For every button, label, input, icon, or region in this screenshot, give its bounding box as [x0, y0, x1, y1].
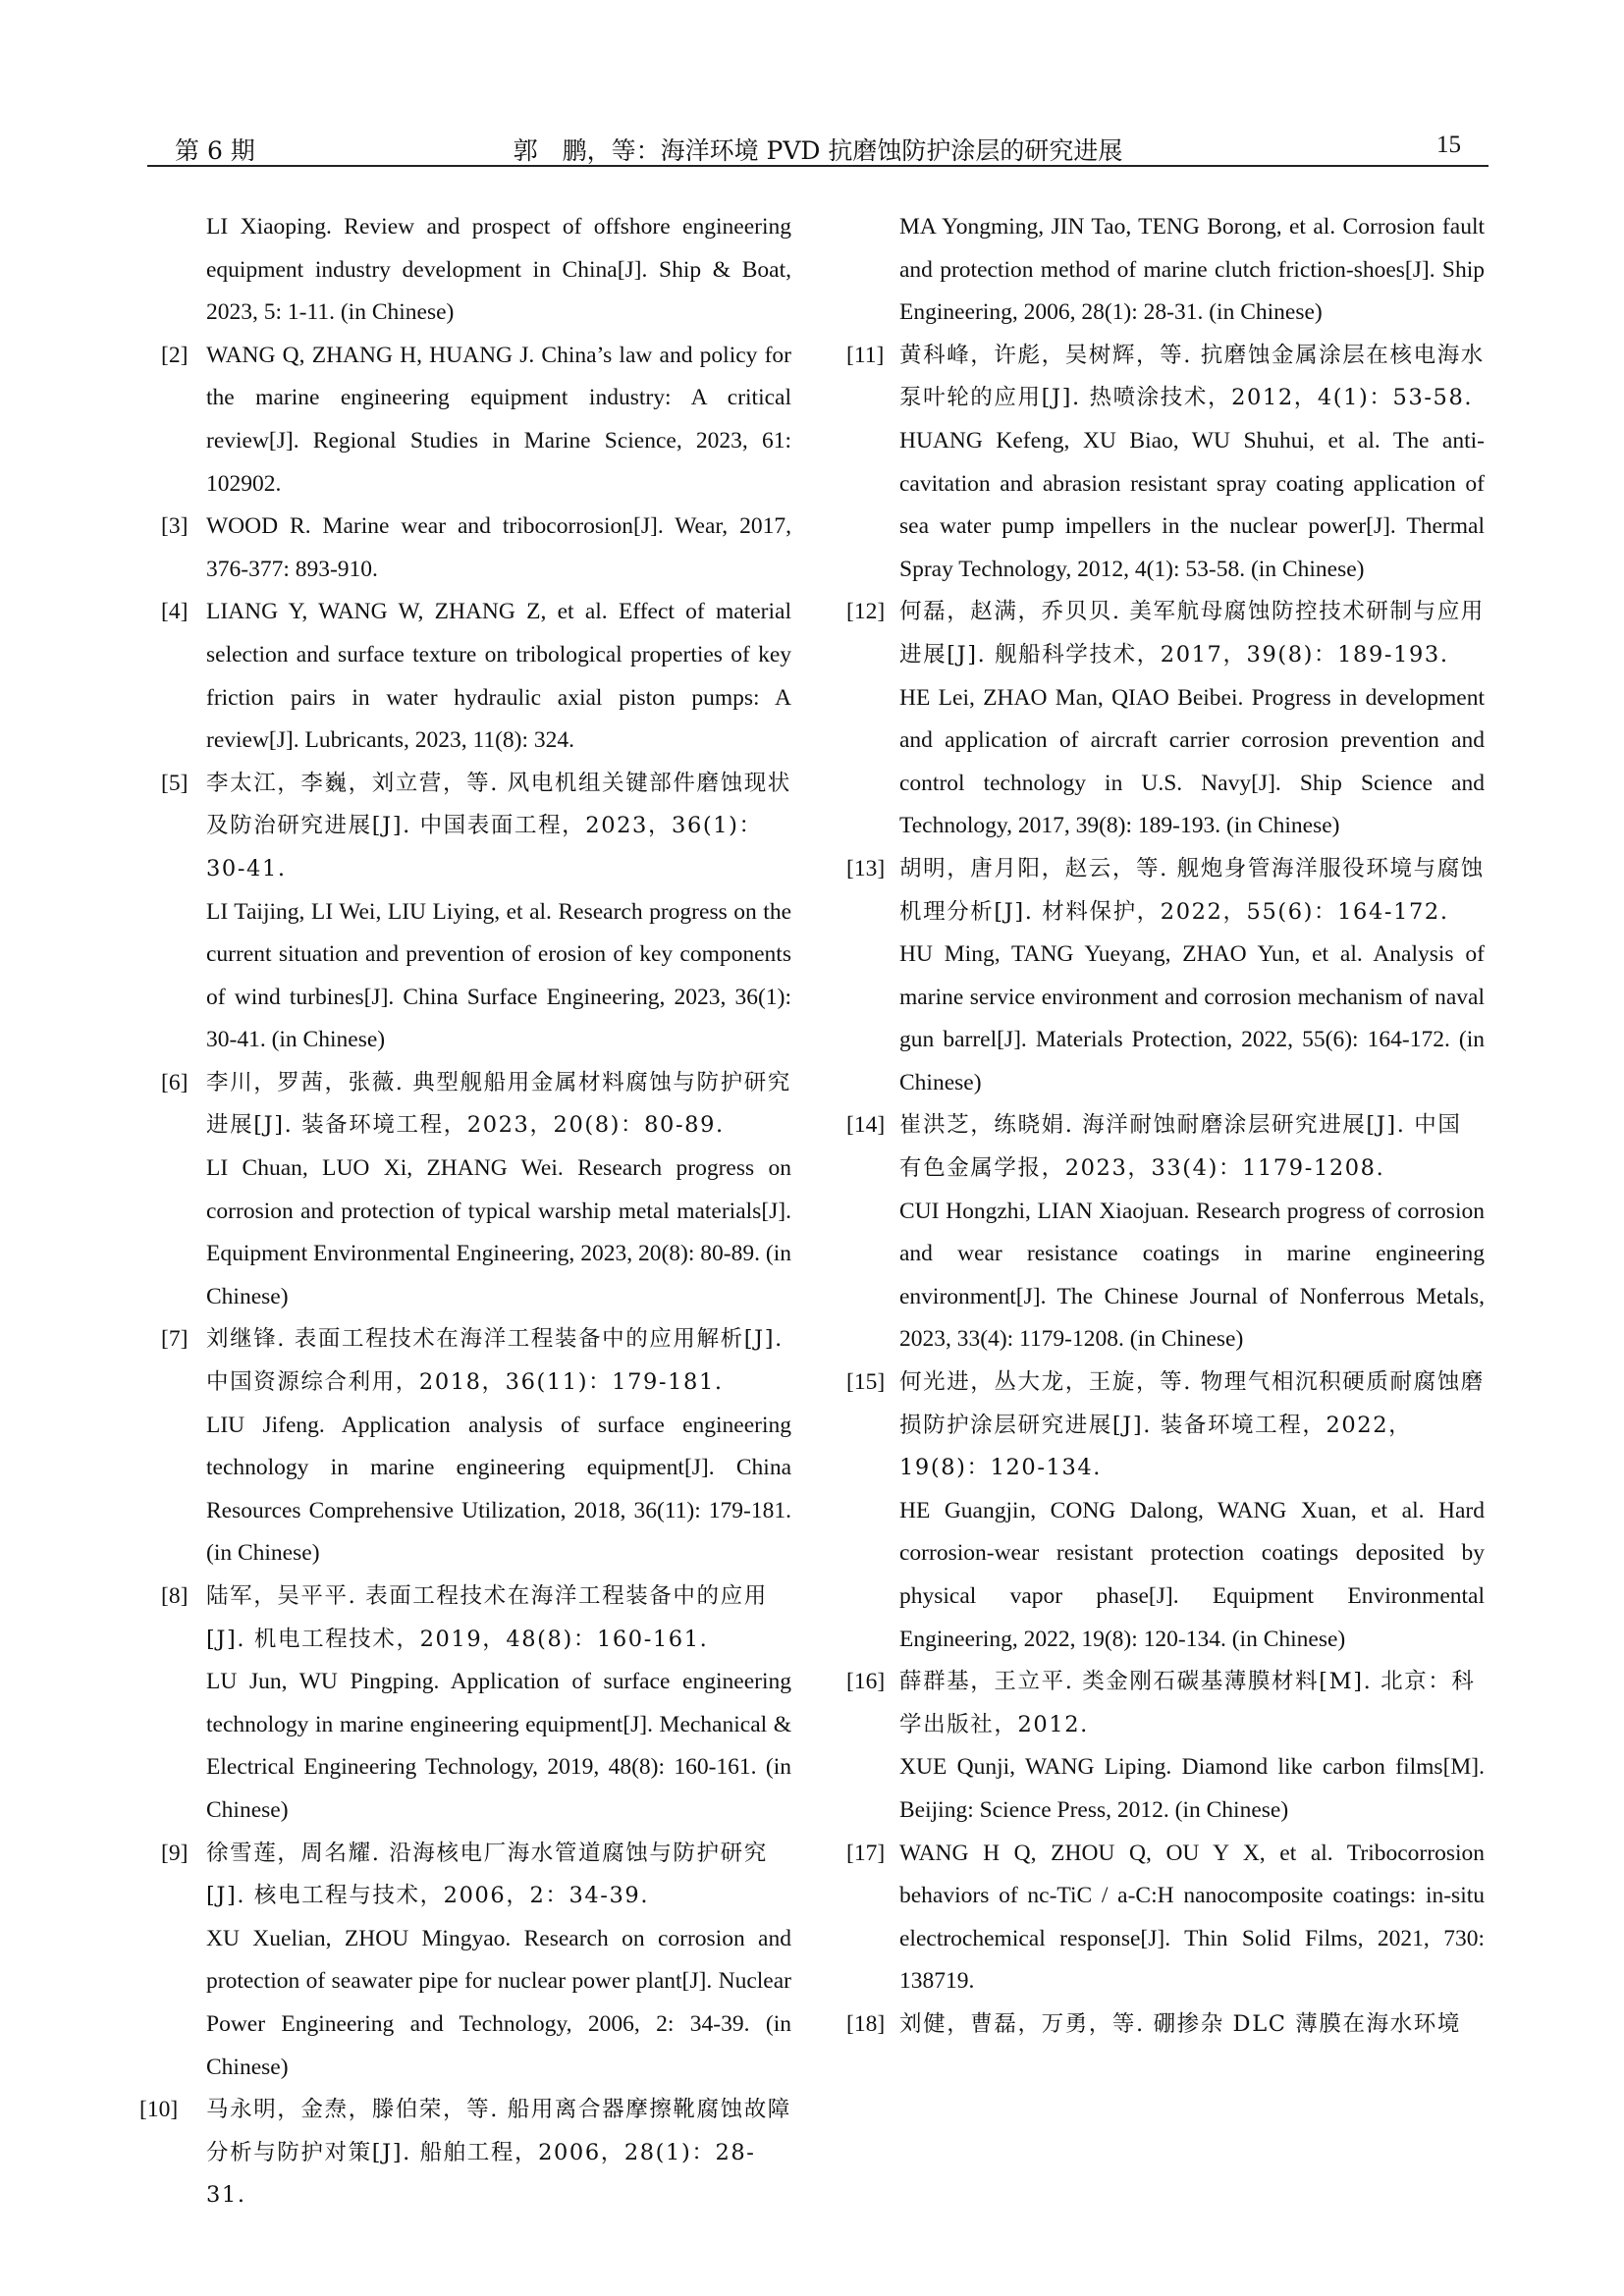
reference-item [147, 506, 791, 591]
reference-item [147, 1575, 791, 1833]
reference-number: [2] [161, 342, 189, 368]
right-column [840, 206, 1485, 2047]
reference-item [840, 1661, 1485, 1832]
reference-number: [10] [139, 2097, 179, 2123]
reference-item [840, 848, 1485, 1105]
reference-text-chinese: 崔洪芝，练晓娟. 海洋耐蚀耐磨涂层研究进展[J]. 中国有色金属学报，2023，33(4)：1179-1208. [899, 1112, 1462, 1182]
reference-text-chinese: 薛群基，王立平. 类金刚石碳基薄膜材料[M]. 北京：科学出版社，2012. [899, 1669, 1476, 1737]
header-rule [147, 165, 1489, 167]
reference-text-english: LIANG Y, WANG W, ZHANG Z, et al. Effect of material selection and surface texture on tribological properties of key friction pairs in water hydraulic axial piston pumps: A review[J]. Lubricants, 2023, 11(8): 324. [206, 599, 791, 754]
running-title: 郭 鹏，等：海洋环境 PVD 抗磨蚀防护涂层的研究进展 [513, 136, 1123, 165]
reference-number: [14] [846, 1112, 886, 1139]
reference-text-chinese: 何光进，丛大龙，王旋，等. 物理气相沉积硬质耐腐蚀磨损防护涂层研究进展[J]. 装备环境工程，2022，19(8)：120-134. [899, 1369, 1485, 1481]
reference-number: [5] [161, 770, 189, 796]
reference-number: [6] [161, 1069, 189, 1095]
reference-item [139, 2089, 791, 2217]
issue-label: 第 6 期 [175, 136, 255, 165]
reference-text-chinese: 刘健，曹磊，万勇，等. 硼掺杂 DLC 薄膜在海水环境 [899, 2010, 1462, 2037]
reference-text-chinese: 刘继锋. 表面工程技术在海洋工程装备中的应用解析[J]. 中国资源综合利用，2018，36(11)：179-181. [206, 1326, 784, 1396]
reference-text-chinese: 陆军，吴平平. 表面工程技术在海洋工程装备中的应用[J]. 机电工程技术，2019，48(8)：160-161. [206, 1583, 768, 1652]
reference-number: [13] [846, 855, 886, 881]
reference-number: [18] [846, 2010, 886, 2037]
reference-item [147, 1062, 791, 1319]
reference-item [147, 1318, 791, 1575]
reference-text-english: WOOD R. Marine wear and tribocorrosion[J]. Wear, 2017, 376-377: 893-910. [206, 513, 791, 582]
reference-number: [16] [846, 1669, 886, 1695]
reference-number: [15] [846, 1369, 886, 1396]
reference-item [840, 335, 1485, 592]
reference-text-english: LI Chuan, LUO Xi, ZHANG Wei. Research progress on corrosion and protection of typical warship metal materials[J]. Equipment Environmental Engineering, 2023, 20(8): 80-89. (in Chinese) [206, 1155, 791, 1309]
reference-text-english: LU Jun, WU Pingping. Application of surface engineering technology in marine engineering equipment[J]. Mechanical & Electrical Engineering Technology, 2019, 48(8): 160-161. (in Chinese) [206, 1669, 791, 1823]
reference-text-english: HU Ming, TANG Yueyang, ZHAO Yun, et al. Analysis of marine service environment and corrosion mechanism of naval gun barrel[J]. Materials Protection, 2022, 55(6): 164-172. (in Chinese) [899, 941, 1485, 1095]
reference-text-chinese: 何磊，赵满，乔贝贝. 美军航母腐蚀防控技术研制与应用进展[J]. 舰船科学技术，2017，39(8)：189-193. [899, 599, 1485, 667]
reference-text-chinese: 黄科峰，许彪，吴树辉，等. 抗磨蚀金属涂层在核电海水泵叶轮的应用[J]. 热喷涂技术，2012，4(1)：53-58. [899, 342, 1485, 411]
reference-item [840, 591, 1485, 848]
reference-text-chinese: 徐雪莲，周名耀. 沿海核电厂海水管道腐蚀与防护研究[J]. 核电工程与技术，2006，2：34-39. [206, 1840, 768, 1909]
reference-item [840, 1833, 1485, 2003]
reference-item [147, 1833, 791, 2090]
reference-item [147, 206, 791, 335]
reference-text-english: MA Yongming, JIN Tao, TENG Borong, et al. Corrosion fault and protection method of marine clutch friction-shoes[J]. Ship Engineering, 2006, 28(1): 28-31. (in Chinese) [899, 214, 1485, 326]
page-number: 15 [1436, 132, 1461, 158]
reference-item [840, 206, 1485, 335]
left-column [139, 206, 791, 2217]
reference-number: [9] [161, 1840, 189, 1866]
reference-number: [12] [846, 599, 886, 625]
reference-text-english: WANG Q, ZHANG H, HUANG J. China’s law and policy for the marine engineering equipment industry: A critical review[J]. Regional Studies in Marine Science, 2023, 61: 102902. [206, 342, 791, 497]
reference-text-english: LIU Jifeng. Application analysis of surface engineering technology in marine engineering equipment[J]. China Resources Comprehensive Utilization, 2018, 36(11): 179-181. (in Chinese) [206, 1412, 791, 1567]
reference-text-english: XU Xuelian, ZHOU Mingyao. Research on corrosion and protection of seawater pipe for nuclear power plant[J]. Nuclear Power Engineering and Technology, 2006, 2: 34-39. (in Chinese) [206, 1925, 791, 2080]
reference-number: [17] [846, 1840, 886, 1866]
reference-text-chinese: 李太江，李巍，刘立营，等. 风电机组关键部件磨蚀现状及防治研究进展[J]. 中国表面工程，2023，36(1)：30-41. [206, 770, 791, 881]
reference-text-english: HE Guangjin, CONG Dalong, WANG Xuan, et al. Hard corrosion-wear resistant protection coatings deposited by physical vapor phase[J]. Equipment Environmental Engineering, 2022, 19(8): 120-134. (in Chinese) [899, 1497, 1485, 1652]
reference-text-english: XUE Qunji, WANG Liping. Diamond like carbon films[M]. Beijing: Science Press, 2012. (in Chinese) [899, 1754, 1485, 1823]
reference-number: [11] [846, 342, 885, 368]
reference-item [840, 2003, 1485, 2047]
reference-text-english: CUI Hongzhi, LIAN Xiaojuan. Research progress of corrosion and wear resistance coatings in marine engineering environment[J]. The Chinese Journal of Nonferrous Metals, 2023, 33(4): 1179-1208. (in Chinese) [899, 1198, 1485, 1353]
reference-item [147, 335, 791, 506]
reference-text-english: HUANG Kefeng, XU Biao, WU Shuhui, et al. The anti-cavitation and abrasion resistant spray coating application of sea water pump impellers in the nuclear power[J]. Thermal Spray Technology, 2012, 4(1): 53-58. (in Chinese) [899, 427, 1485, 582]
reference-number: [4] [161, 599, 189, 625]
reference-item [840, 1104, 1485, 1362]
reference-text-english: WANG H Q, ZHOU Q, OU Y X, et al. Tribocorrosion behaviors of nc-TiC / a-C:H nanocomposite coatings: in-situ electrochemical response[J]. Thin Solid Films, 2021, 730: 138719. [899, 1840, 1485, 1995]
reference-number: [8] [161, 1583, 189, 1609]
reference-number: [3] [161, 513, 189, 540]
reference-text-english: LI Taijing, LI Wei, LIU Liying, et al. Research progress on the current situation and prevention of erosion of key components of wind turbines[J]. China Surface Engineering, 2023, 36(1): 30-41. (in Chinese) [206, 898, 791, 1053]
reference-text-chinese: 李川，罗茜，张薇. 典型舰船用金属材料腐蚀与防护研究进展[J]. 装备环境工程，2023，20(8)：80-89. [206, 1069, 791, 1139]
reference-item [147, 763, 791, 1062]
reference-item [840, 1362, 1485, 1661]
reference-item [147, 591, 791, 762]
reference-text-chinese: 马永明，金焘，滕伯荣，等. 船用离合器摩擦靴腐蚀故障分析与防护对策[J]. 船舶工程，2006，28(1)：28-31. [206, 2097, 791, 2209]
reference-number: [7] [161, 1326, 189, 1353]
running-header [147, 126, 1489, 169]
reference-text-chinese: 胡明，唐月阳，赵云，等. 舰炮身管海洋服役环境与腐蚀机理分析[J]. 材料保护，2022，55(6)：164-172. [899, 855, 1485, 925]
reference-text-english: LI Xiaoping. Review and prospect of offshore engineering equipment industry development in China[J]. Ship & Boat, 2023, 5: 1-11. (in Chinese) [206, 214, 791, 326]
reference-text-english: HE Lei, ZHAO Man, QIAO Beibei. Progress in development and application of aircraft carrier corrosion prevention and control technology in U.S. Navy[J]. Ship Science and Technology, 2017, 39(8): 189-193. (in Chinese) [899, 684, 1485, 839]
